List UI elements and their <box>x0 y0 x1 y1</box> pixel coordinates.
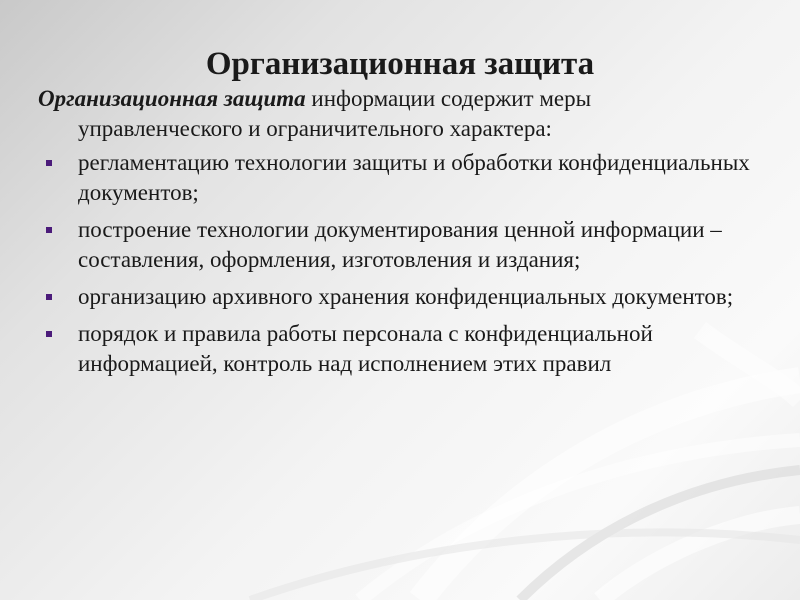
list-item <box>38 282 758 312</box>
square-bullet-icon <box>46 227 52 233</box>
intro-text: информации содержит меры управленческого и ограничительного характера: <box>78 86 592 141</box>
bullet-list <box>38 148 758 379</box>
list-item-text: построение технологии документирования ценной информации – составления, оформления, изготовления и издания; <box>78 217 722 272</box>
list-item-text: организацию архивного хранения конфиденциальных документов; <box>78 284 734 309</box>
intro-paragraph <box>38 84 758 144</box>
list-item-text: порядок и правила работы персонала с конфиденциальной информацией, контроль над исполнением этих правил <box>78 321 653 376</box>
list-item <box>38 148 758 208</box>
slide-title: Организационная защита <box>205 46 595 83</box>
intro-emphasis: Организационная защита <box>38 86 306 111</box>
list-item <box>38 215 758 275</box>
slide-body <box>38 84 758 386</box>
square-bullet-icon <box>46 160 52 166</box>
square-bullet-icon <box>46 331 52 337</box>
square-bullet-icon <box>46 294 52 300</box>
list-item <box>38 319 758 379</box>
list-item-text: регламентацию технологии защиты и обработки конфиденциальных документов; <box>78 150 750 205</box>
